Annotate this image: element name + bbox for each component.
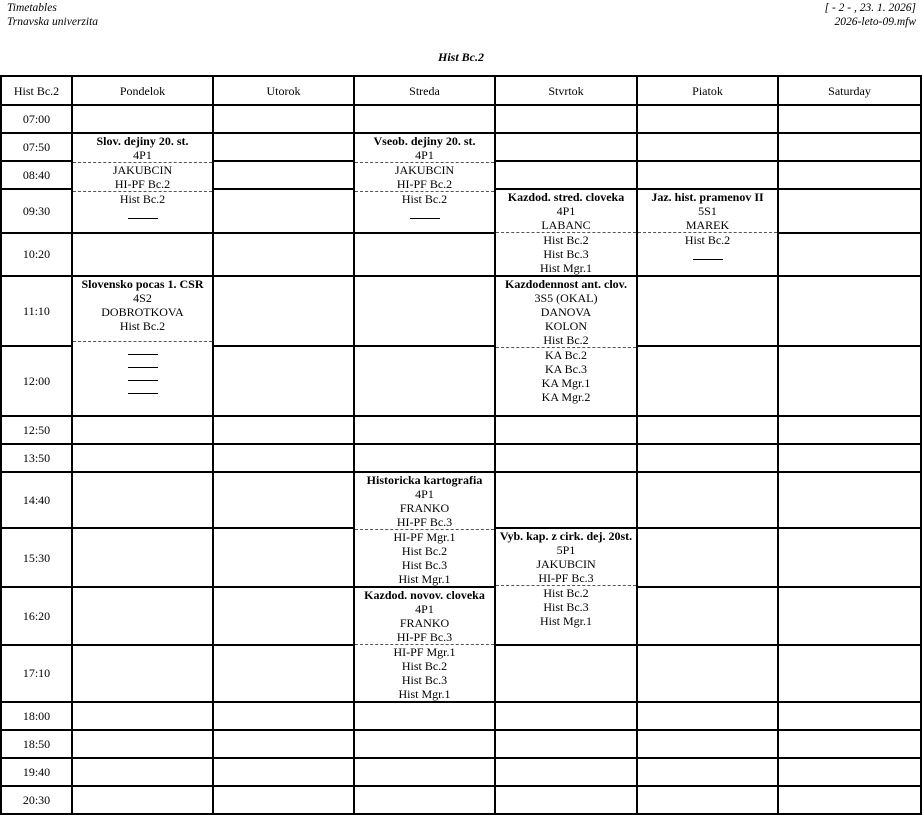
event-vseob-dejiny[interactable] — [355, 134, 494, 219]
empty-cell — [213, 645, 354, 703]
empty-cell — [778, 786, 921, 814]
event-teacher: KOLON — [545, 319, 587, 333]
empty-cell — [354, 233, 495, 277]
event-kazdod-ant[interactable] — [496, 277, 636, 404]
empty-cell — [495, 105, 637, 133]
time-cell: 07:00 — [1, 105, 72, 133]
time-row — [1, 587, 921, 645]
empty-cell — [637, 346, 778, 416]
event-group: HI-PF Bc.3 — [538, 571, 594, 585]
event-group: Hist Mgr.1 — [398, 572, 451, 586]
empty-cell — [72, 233, 213, 277]
header-left — [7, 1, 98, 29]
event-jaz-hist[interactable] — [638, 190, 777, 260]
event-cell[interactable] — [495, 276, 637, 416]
event-group: Hist Bc.3 — [401, 673, 448, 687]
empty-cell — [778, 133, 921, 161]
empty-cell — [213, 702, 354, 730]
empty-cell — [778, 105, 921, 133]
empty-cell — [213, 346, 354, 416]
event-room: 3S5 (OKAL) — [534, 291, 598, 305]
empty-cell — [495, 645, 637, 703]
empty-cell — [495, 786, 637, 814]
empty-cell — [637, 416, 778, 444]
empty-cell — [72, 472, 213, 528]
column-header-wednesday: Streda — [354, 76, 495, 105]
event-group: Hist Bc.2 — [496, 232, 636, 247]
empty-cell — [637, 702, 778, 730]
header-date: [ - 2 - , 23. 1. 2026] — [824, 2, 916, 14]
time-row — [1, 730, 921, 758]
header-row — [1, 76, 921, 105]
empty-cell — [637, 645, 778, 703]
empty-cell — [637, 587, 778, 645]
time-cell: 19:40 — [1, 758, 72, 786]
event-group: Hist Bc.3 — [401, 558, 448, 572]
empty-cell — [354, 105, 495, 133]
empty-cell — [213, 730, 354, 758]
empty-cell — [637, 444, 778, 472]
event-cell[interactable] — [354, 472, 495, 587]
event-room: 4P1 — [415, 602, 434, 616]
empty-cell — [72, 444, 213, 472]
empty-cell — [213, 133, 354, 161]
page-title: Hist Bc.2 — [437, 50, 484, 64]
event-room: 4P1 — [556, 204, 576, 218]
event-group: KA Bc.2 — [496, 347, 636, 362]
event-teacher: FRANKO — [399, 616, 450, 630]
event-teacher: JAKUBCIN — [73, 162, 212, 177]
event-teacher: MAREK — [685, 218, 730, 232]
empty-cell — [354, 758, 495, 786]
empty-cell — [495, 472, 637, 528]
event-group: Hist Bc.2 — [73, 191, 212, 206]
event-room: 4S2 — [133, 291, 152, 305]
header-right — [825, 1, 916, 29]
empty-cell — [778, 730, 921, 758]
empty-cell — [354, 702, 495, 730]
event-cell[interactable] — [637, 189, 778, 276]
time-row — [1, 702, 921, 730]
empty-cell — [213, 161, 354, 189]
empty-cell — [495, 133, 637, 161]
time-row — [1, 105, 921, 133]
event-teacher: JAKUBCIN — [536, 557, 596, 571]
event-group: KA Mgr.2 — [541, 390, 591, 404]
event-room: 5S1 — [698, 204, 717, 218]
empty-cell — [354, 444, 495, 472]
empty-cell — [72, 730, 213, 758]
event-room: 5P1 — [556, 543, 576, 557]
event-teacher: DANOVA — [540, 305, 592, 319]
event-group: Hist Bc.2 — [638, 232, 777, 247]
empty-cell — [637, 786, 778, 814]
empty-cell — [495, 758, 637, 786]
event-group: Hist Bc.2 — [401, 544, 448, 558]
empty-cell — [213, 472, 354, 528]
empty-cell — [495, 161, 637, 189]
time-row — [1, 472, 921, 528]
event-title: Kazdodennost ant. clov. — [504, 277, 627, 291]
time-cell: 18:00 — [1, 702, 72, 730]
time-cell: 13:50 — [1, 444, 72, 472]
event-group: Hist Bc.2 — [119, 319, 166, 333]
event-group: Hist Bc.3 — [543, 600, 589, 614]
empty-cell — [213, 276, 354, 346]
event-hist-kartografia[interactable] — [355, 473, 494, 586]
event-group: HI-PF Bc.3 — [396, 515, 453, 529]
empty-cell — [778, 416, 921, 444]
empty-cell — [495, 730, 637, 758]
empty-cell — [213, 189, 354, 233]
event-group: Hist Bc.2 — [355, 191, 494, 206]
empty-cell — [637, 472, 778, 528]
time-cell: 08:40 — [1, 161, 72, 189]
time-cell: 17:10 — [1, 645, 72, 703]
empty-cell — [72, 702, 213, 730]
time-cell: 18:50 — [1, 730, 72, 758]
event-group: KA Bc.3 — [545, 362, 587, 376]
empty-cell — [778, 758, 921, 786]
event-teacher: FRANKO — [399, 501, 450, 515]
time-cell: 09:30 — [1, 189, 72, 233]
empty-cell — [213, 444, 354, 472]
empty-cell — [213, 416, 354, 444]
event-slov-dejiny[interactable] — [73, 134, 212, 219]
time-cell: 14:40 — [1, 472, 72, 528]
column-header-saturday: Saturday — [778, 76, 921, 105]
empty-cell — [778, 472, 921, 528]
event-group: HI-PF Mgr.1 — [355, 529, 494, 544]
time-cell: 07:50 — [1, 133, 72, 161]
time-row — [1, 276, 921, 346]
event-group: HI-PF Bc.2 — [114, 177, 171, 191]
empty-cell — [637, 133, 778, 161]
time-cell: 10:20 — [1, 233, 72, 277]
empty-cell — [637, 758, 778, 786]
time-cell: 20:30 — [1, 786, 72, 814]
event-room: 4P1 — [415, 487, 434, 501]
event-title: Vyb. kap. z cirk. dej. 20st. — [499, 529, 633, 543]
time-cell: 15:30 — [1, 528, 72, 587]
empty-cell — [213, 233, 354, 277]
event-room: 4P1 — [415, 148, 434, 162]
empty-cell — [778, 346, 921, 416]
event-cell[interactable] — [72, 276, 213, 416]
column-header-tuesday: Utorok — [213, 76, 354, 105]
blank-line — [693, 247, 723, 260]
empty-cell — [354, 786, 495, 814]
empty-cell — [778, 702, 921, 730]
empty-cell — [72, 528, 213, 587]
blank-line — [410, 206, 440, 219]
event-teacher: JAKUBCIN — [355, 162, 494, 177]
empty-cell — [213, 105, 354, 133]
blank-line — [128, 355, 158, 368]
event-title: Vseob. dejiny 20. st. — [373, 134, 476, 148]
event-cell[interactable] — [72, 133, 213, 233]
empty-cell — [495, 702, 637, 730]
empty-cell — [72, 786, 213, 814]
event-cell[interactable] — [354, 587, 495, 702]
empty-cell — [213, 758, 354, 786]
event-group: Hist Mgr.1 — [539, 261, 592, 275]
event-room: 4P1 — [133, 148, 152, 162]
blank-line — [128, 368, 158, 381]
time-cell: 12:50 — [1, 416, 72, 444]
event-title: Jaz. hist. pramenov II — [651, 190, 764, 204]
empty-cell — [72, 645, 213, 703]
empty-cell — [637, 105, 778, 133]
event-group: HI-PF Bc.2 — [396, 177, 453, 191]
empty-cell — [778, 276, 921, 346]
event-vyb-kap[interactable] — [496, 529, 636, 628]
header-institution: Trnavska univerzita — [7, 16, 99, 28]
time-row — [1, 444, 921, 472]
event-group: Hist Mgr.1 — [398, 687, 451, 701]
empty-cell — [778, 587, 921, 645]
event-group: Hist Mgr.1 — [539, 614, 592, 628]
event-title: Slov. dejiny 20. st. — [96, 134, 189, 148]
empty-cell — [354, 276, 495, 346]
header-app-name: Timetables — [7, 2, 57, 14]
time-cell: 11:10 — [1, 276, 72, 346]
empty-cell — [778, 444, 921, 472]
empty-cell — [637, 528, 778, 587]
event-group: Hist Bc.2 — [401, 659, 448, 673]
time-row — [1, 233, 921, 277]
column-header-thursday: Stvrtok — [495, 76, 637, 105]
event-title: Slovensko pocas 1. CSR — [81, 277, 204, 291]
time-cell: 12:00 — [1, 346, 72, 416]
event-teacher: LABANC — [541, 218, 591, 232]
empty-cell — [354, 730, 495, 758]
empty-cell — [637, 730, 778, 758]
time-row — [1, 416, 921, 444]
empty-cell — [778, 645, 921, 703]
event-group: HI-PF Mgr.1 — [355, 644, 494, 659]
header-filename: 2026-leto-09.mfw — [834, 16, 916, 28]
timetable — [0, 75, 922, 815]
event-teacher: DOBROTKOVA — [101, 305, 184, 319]
event-kazdod-stred[interactable] — [496, 190, 636, 275]
empty-cell — [778, 189, 921, 233]
time-row — [1, 758, 921, 786]
event-cell[interactable] — [354, 133, 495, 233]
empty-cell — [213, 528, 354, 587]
event-group: Hist Bc.3 — [543, 247, 589, 261]
empty-cell — [778, 233, 921, 277]
empty-cell — [72, 105, 213, 133]
event-cell[interactable] — [495, 528, 637, 645]
event-group: Hist Bc.2 — [496, 585, 636, 600]
event-title: Kazdod. stred. cloveka — [507, 190, 625, 204]
event-group: HI-PF Bc.3 — [396, 630, 453, 644]
empty-cell — [213, 786, 354, 814]
blank-line — [128, 381, 158, 394]
time-row — [1, 786, 921, 814]
empty-cell — [495, 416, 637, 444]
empty-cell — [637, 161, 778, 189]
empty-cell — [637, 276, 778, 346]
empty-cell — [213, 587, 354, 645]
column-header-friday: Piatok — [637, 76, 778, 105]
event-group: KA Mgr.1 — [541, 376, 591, 390]
event-cell[interactable] — [495, 189, 637, 276]
empty-cell — [778, 528, 921, 587]
event-kazdod-novov[interactable] — [355, 588, 494, 701]
time-cell: 16:20 — [1, 587, 72, 645]
empty-cell — [72, 758, 213, 786]
blank-line — [128, 206, 158, 219]
column-header-class: Hist Bc.2 — [1, 76, 72, 105]
empty-cell — [354, 416, 495, 444]
empty-cell — [72, 587, 213, 645]
empty-cell — [354, 346, 495, 416]
blank-line — [128, 342, 158, 355]
column-header-monday: Pondelok — [72, 76, 213, 105]
event-slovensko-csr[interactable] — [73, 277, 212, 394]
empty-cell — [495, 444, 637, 472]
event-group: Hist Bc.2 — [543, 333, 589, 347]
event-title: Kazdod. novov. cloveka — [364, 588, 485, 602]
empty-cell — [778, 161, 921, 189]
event-title: Historicka kartografia — [366, 473, 483, 487]
empty-cell — [72, 416, 213, 444]
time-row — [1, 133, 921, 161]
